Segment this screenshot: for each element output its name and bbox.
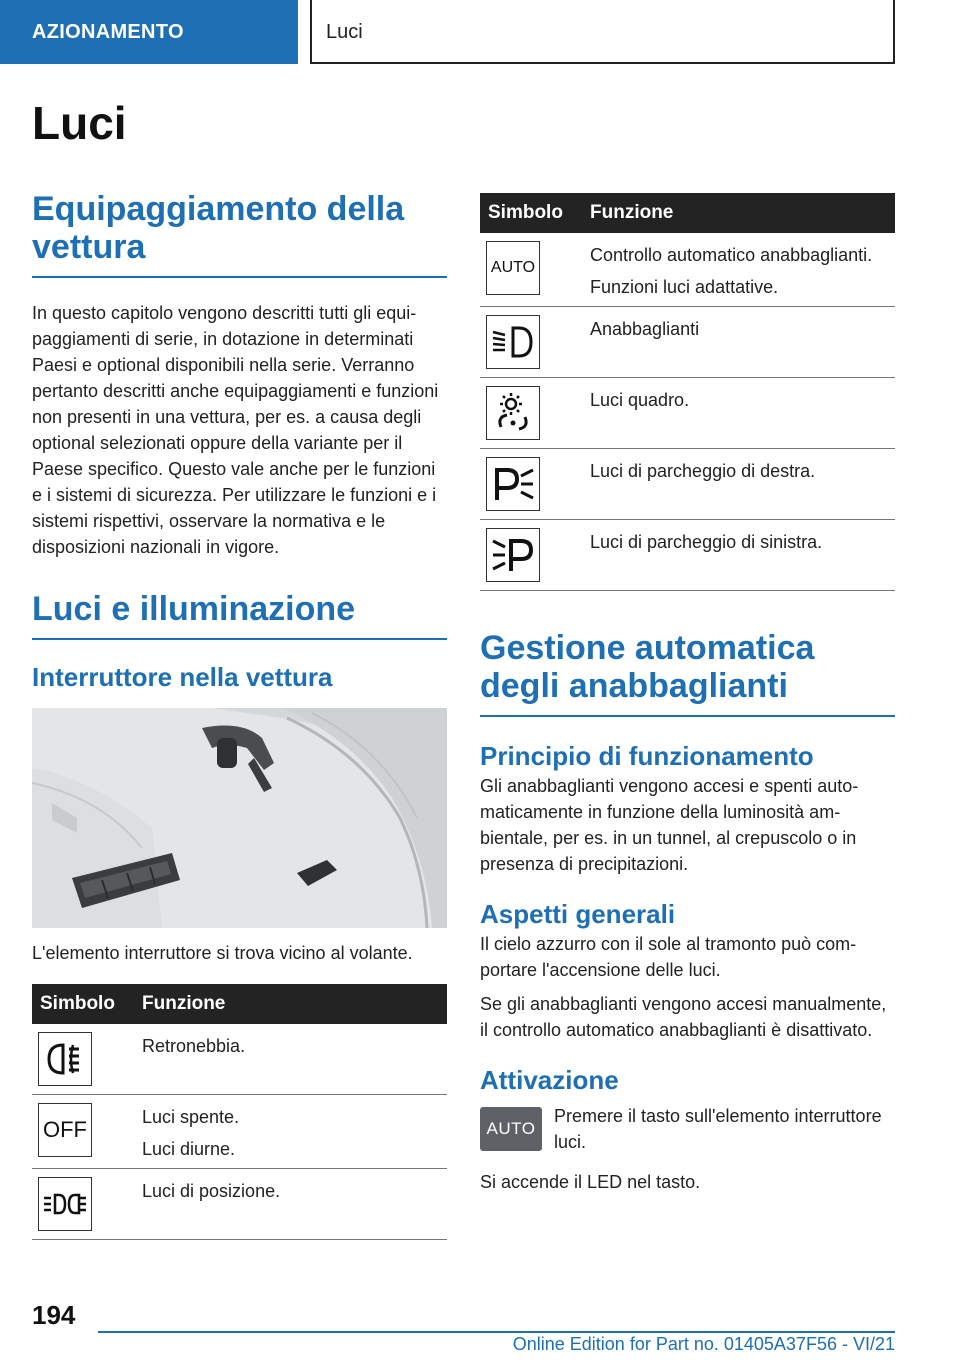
off-icon — [38, 1103, 92, 1157]
column-header-symbol: Simbolo — [32, 984, 142, 1024]
function-text: Luci di parcheggio di destra. — [590, 461, 816, 481]
subsection-title-switch: Interruttore nella vettura — [32, 662, 333, 692]
page-number: 194 — [32, 1300, 76, 1330]
instrument-lighting-icon — [486, 386, 540, 440]
principle-paragraph: Gli anabbaglianti vengono accesi e spenti automaticamente in funzione della luminosità ambientale, per es. in un tunnel, al crepuscolo o in presenza di precipitazioni. — [480, 776, 859, 874]
header-chapter: Luci — [310, 0, 895, 64]
off-icon-label: OFF — [43, 1117, 87, 1142]
right-column — [480, 193, 895, 1195]
parking-right-icon — [486, 457, 540, 511]
function-text: Funzioni luci adattative. — [590, 277, 779, 297]
column-header-symbol: Simbolo — [480, 193, 590, 233]
symbol-table-right — [480, 193, 895, 591]
subsection-title-activation: Attivazione — [480, 1065, 619, 1095]
table-row — [480, 233, 895, 307]
general-paragraph-2: Se gli anabbaglianti vengono accesi manualmente, il controllo automatico anabbaglianti è disattivato. — [480, 994, 887, 1040]
subsection-title-general: Aspetti generali — [480, 899, 676, 929]
parking-left-icon — [486, 528, 540, 582]
table-row — [480, 449, 895, 520]
left-column — [32, 190, 447, 1240]
section-title-lights: Luci e illuminazione — [32, 590, 447, 640]
column-header-function: Funzione — [142, 984, 447, 1024]
function-text: Luci diurne. — [142, 1139, 236, 1159]
function-text: Retronebbia. — [142, 1036, 246, 1056]
table-row — [480, 520, 895, 591]
function-text: Luci spente. — [142, 1107, 240, 1127]
table-row — [32, 1095, 447, 1169]
subsection-title-principle: Principio di funzionamento — [480, 741, 814, 771]
general-paragraph-1: Il cielo azzurro con il sole al tramonto può comportare l'accensione delle luci. — [480, 934, 857, 980]
header-section-tab: AZIONAMENTO — [0, 0, 298, 64]
auto-icon — [486, 241, 540, 295]
low-beam-icon — [486, 315, 540, 369]
section-title-equipment: Equipaggiamento della vettura — [32, 190, 447, 278]
activation-row — [480, 1103, 895, 1155]
edition-text: Online Edition for Part no. 01405A37F56 - VI/21 — [512, 1334, 895, 1354]
function-text: Luci quadro. — [590, 390, 690, 410]
section-title-auto-low-beam: Gestione automatica degli anabbaglianti — [480, 629, 895, 717]
photo-caption: L'elemento interruttore si trova vicino al volante. — [32, 943, 413, 963]
column-header-function: Funzione — [590, 193, 895, 233]
auto-button-icon — [480, 1107, 542, 1151]
function-text: Luci di parcheggio di sinistra. — [590, 532, 823, 552]
activation-paragraph: Premere il tasto sull'elemento interruttore luci. — [554, 1106, 882, 1152]
table-row — [480, 378, 895, 449]
rear-fog-light-icon — [38, 1032, 92, 1086]
light-switch-photo — [32, 708, 447, 928]
led-paragraph: Si accende il LED nel tasto. — [480, 1172, 701, 1192]
position-lights-icon — [38, 1177, 92, 1231]
symbol-table-left — [32, 984, 447, 1240]
table-row — [32, 1169, 447, 1240]
auto-icon-label: AUTO — [490, 259, 536, 276]
page-title: Luci — [32, 97, 127, 149]
auto-button-label: AUTO — [486, 1119, 536, 1138]
function-text: Anabbaglianti — [590, 319, 700, 339]
table-row — [32, 1024, 447, 1095]
footer-divider — [98, 1331, 895, 1333]
equipment-paragraph: In questo capitolo vengono descritti tutti gli equipaggiamenti di serie, in dotazione in determinati Paesi e optional disponibili nella serie. Verranno pertanto descritti anche equipaggiamenti e funzioni non presenti in una vettura, per es. a causa degli optional selezionati oppure della variante per il Paese specifico. Questo vale anche per le funzioni e i sistemi di sicurezza. Per utilizzare le funzioni e i sistemi rispettivi, osservare la normativa e le disposizioni nazionali in vigore. — [32, 303, 439, 557]
function-text: Controllo automatico anabbaglianti. — [590, 245, 873, 265]
function-text: Luci di posizione. — [142, 1181, 281, 1201]
table-row — [480, 307, 895, 378]
